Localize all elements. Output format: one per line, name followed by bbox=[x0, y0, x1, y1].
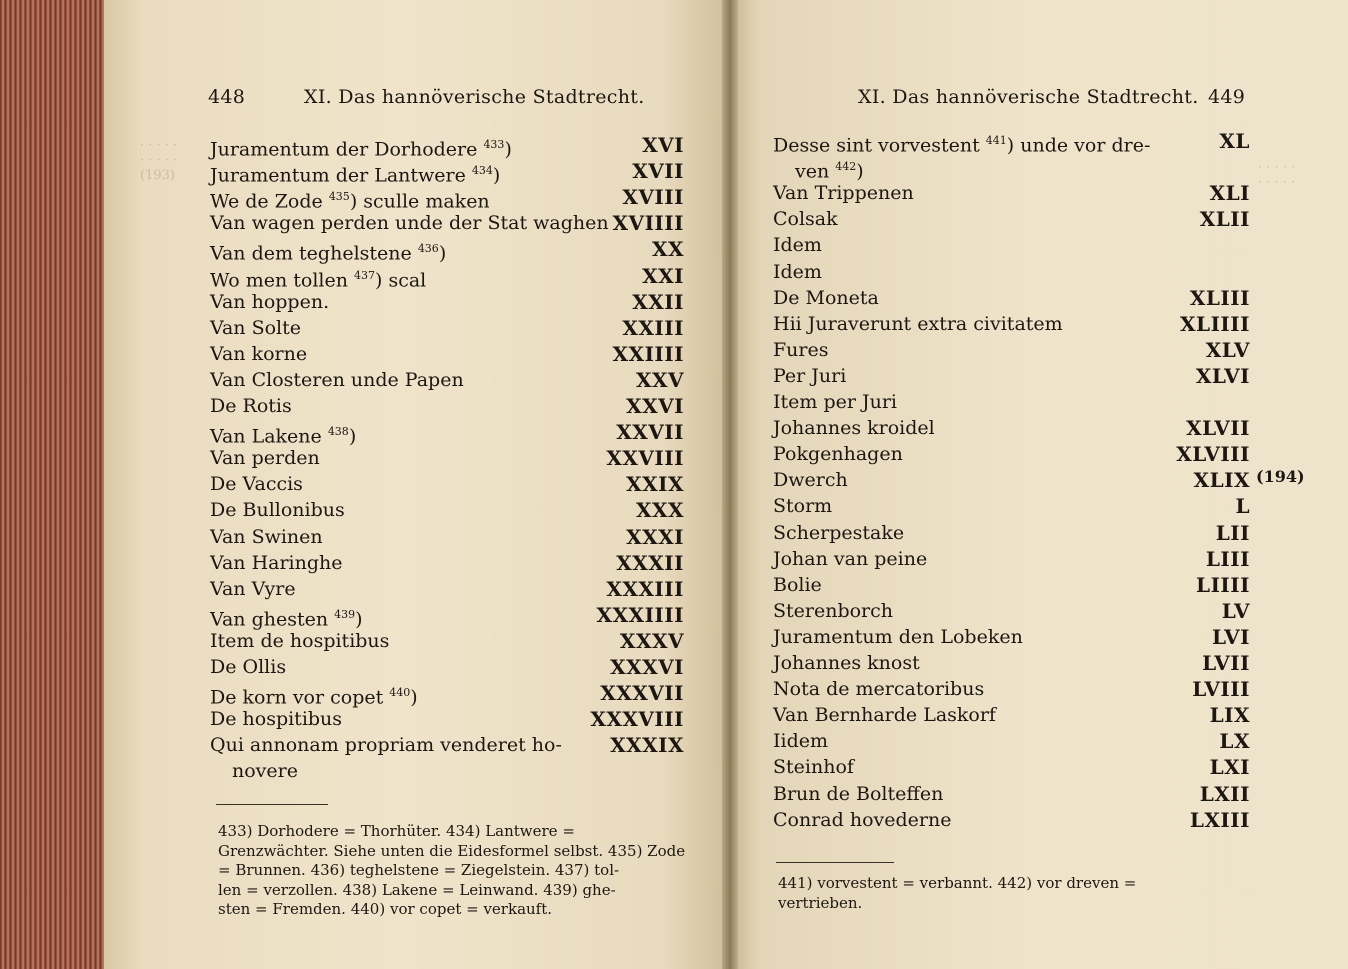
entry-title bbox=[210, 471, 303, 497]
entry-title-tail: ) scal bbox=[375, 268, 427, 291]
footnote-ref: 439 bbox=[334, 607, 356, 621]
entry-numeral: XLIX bbox=[1193, 468, 1250, 493]
entry-title-text: Van Trippenen bbox=[773, 182, 914, 205]
entry-title-text: Dwerch bbox=[773, 469, 848, 492]
entry-numeral: XLI bbox=[1209, 181, 1250, 206]
entry-numeral: XXXIII bbox=[606, 576, 684, 601]
entry-title-text: Idem bbox=[773, 234, 822, 257]
entry-title bbox=[773, 285, 879, 311]
entry-title-text: We de Zode bbox=[210, 190, 323, 213]
entry-title-text: Fures bbox=[773, 338, 829, 361]
entry-numeral: XXIX bbox=[626, 472, 684, 497]
entry-title bbox=[773, 363, 846, 389]
entry-title bbox=[232, 758, 298, 784]
entry-title bbox=[773, 624, 1023, 650]
entry-title-text: De korn vor copet bbox=[210, 686, 384, 709]
entry-title bbox=[210, 524, 323, 550]
entry-numeral: XXVIII bbox=[606, 446, 684, 471]
entry-title bbox=[210, 550, 343, 576]
entry-title bbox=[773, 781, 943, 807]
entry-numeral: XVI bbox=[642, 133, 684, 157]
entry-title-text: Brun de Bolteffen bbox=[773, 782, 944, 805]
entry-title-text: Van korne bbox=[210, 342, 308, 365]
entry-title-tail: ) sculle maken bbox=[349, 190, 490, 213]
bleed-through-text: · · · · · · · · · · (193) bbox=[140, 138, 178, 183]
entry-numeral: XXXII bbox=[616, 550, 684, 575]
entry-numeral: XVIII bbox=[622, 185, 684, 210]
entry-title-text: Juramentum der Dorhodere bbox=[210, 138, 478, 161]
entry-title bbox=[210, 732, 562, 758]
entry-title-text: Scherpestake bbox=[773, 521, 905, 544]
entry-title bbox=[773, 546, 927, 572]
footnote-line: sten = Fremden. 440) vor copet = verkauft. bbox=[218, 900, 553, 918]
entry-numeral: XXIIII bbox=[612, 341, 684, 366]
entry-title: Juramentum der Lantwere $^{434}$) bbox=[210, 164, 501, 187]
entry-title: Van dem teghelstene $^{436}$) bbox=[210, 242, 447, 265]
entry-title-text: Van hoppen. bbox=[210, 290, 330, 313]
entry-numeral: LVIII bbox=[1192, 677, 1250, 702]
entry-title-text: Van perden bbox=[210, 447, 320, 470]
entry-title-text: novere bbox=[232, 760, 298, 783]
entry-title-text: De Moneta bbox=[773, 286, 879, 309]
footnote-line: len = verzollen. 438) Lakene = Leinwand. 439) ghe- bbox=[218, 880, 616, 899]
entry-numeral: XLIIII bbox=[1179, 311, 1250, 336]
entry-title bbox=[773, 232, 822, 258]
bleed-through-text: · · · · · · · · · · bbox=[1258, 160, 1296, 190]
entry-numeral: LIX bbox=[1209, 703, 1250, 728]
entry-numeral: XXII bbox=[632, 289, 684, 314]
entry-title bbox=[773, 441, 903, 467]
entry-numeral: XXXI bbox=[626, 524, 684, 549]
entry-title-text: Sterenborch bbox=[773, 599, 894, 622]
entry-numeral: LVI bbox=[1211, 624, 1250, 649]
entry-numeral: XLVIII bbox=[1176, 442, 1250, 467]
footnote-ref: 437 bbox=[354, 268, 376, 282]
entry-title-text: ven bbox=[795, 160, 830, 183]
entry-title bbox=[773, 415, 935, 441]
entry-title-text: De Ollis bbox=[210, 656, 287, 678]
entry-title-text: Van Haringhe bbox=[210, 551, 343, 574]
book-page-edges bbox=[0, 0, 112, 969]
footnote-line: 441) vorvestent = verbannt. 442) vor dreven = bbox=[778, 874, 1137, 892]
footnote-line: = Brunnen. 436) teghelstene = Ziegelstein. 437) tol- bbox=[218, 861, 620, 879]
entry-numeral: XXX bbox=[635, 498, 684, 523]
entry-title bbox=[210, 210, 609, 236]
footnote-ref: 435 bbox=[328, 190, 350, 204]
entry-numeral: LXI bbox=[1209, 755, 1250, 780]
entry-numeral: XL bbox=[1219, 129, 1250, 153]
entry-numeral: XLIII bbox=[1189, 285, 1250, 310]
entry-numeral: XXXV bbox=[619, 628, 684, 653]
entry-title-text: Storm bbox=[773, 495, 833, 518]
entry-title: Van Lakene $^{438}$) bbox=[210, 425, 357, 448]
entry-title bbox=[773, 807, 951, 833]
footnote-rule-right bbox=[776, 862, 894, 863]
entry-title-text: Van dem teghelstene bbox=[210, 242, 412, 265]
entry-title bbox=[210, 289, 329, 315]
entry-title-tail: ) unde vor dre- bbox=[1006, 134, 1151, 157]
entry-title-text: Johannes knost bbox=[773, 652, 920, 674]
entry-title bbox=[773, 702, 996, 728]
entry-title bbox=[773, 206, 838, 232]
entry-title bbox=[210, 393, 292, 419]
entry-title-text: Van Swinen bbox=[210, 525, 323, 548]
footnote-line: Grenzwächter. Siehe unten die Eidesformel selbst. 435) Zode bbox=[218, 841, 686, 860]
entry-numeral: XXXIX bbox=[610, 733, 684, 758]
entry-title: Juramentum der Dorhodere $^{433}$) bbox=[210, 138, 512, 161]
footnote-line: vertrieben. bbox=[778, 893, 863, 912]
entry-title bbox=[210, 367, 464, 393]
entry-title bbox=[773, 650, 920, 676]
entry-title bbox=[773, 754, 854, 780]
entry-title bbox=[210, 654, 286, 680]
entry-title-text: De Vaccis bbox=[210, 473, 303, 496]
entry-numeral: XXV bbox=[635, 367, 684, 392]
entry-numeral: LVII bbox=[1202, 651, 1250, 675]
entry-numeral: LIIII bbox=[1196, 572, 1250, 597]
entry-title bbox=[773, 598, 893, 624]
footnote-ref: 441 bbox=[985, 134, 1007, 147]
entry-title-text: Iidem bbox=[773, 730, 829, 753]
footnote-ref: 433 bbox=[483, 138, 505, 151]
entry-title-text: Qui annonam propriam venderet ho- bbox=[210, 734, 562, 757]
entry-title-text: Johan van peine bbox=[773, 547, 928, 570]
entry-title-text: De Rotis bbox=[210, 395, 292, 417]
entry-title bbox=[773, 337, 829, 363]
entry-title bbox=[773, 467, 848, 493]
entry-title-text: Van Closteren unde Papen bbox=[210, 368, 464, 391]
entry-numeral: XXI bbox=[642, 263, 684, 288]
entry-title bbox=[773, 389, 897, 415]
entry-numeral: L bbox=[1235, 494, 1250, 519]
entry-title bbox=[773, 728, 828, 754]
entry-title-text: De hospitibus bbox=[210, 708, 343, 731]
page-number-left: 448 bbox=[208, 86, 246, 108]
entry-numeral: LXIII bbox=[1189, 807, 1250, 832]
entry-numeral: LV bbox=[1221, 598, 1250, 623]
entry-title-text: Nota de mercatoribus bbox=[773, 678, 985, 701]
entry-numeral: XXXVI bbox=[610, 655, 684, 679]
entry-numeral: LX bbox=[1219, 729, 1250, 754]
entry-title bbox=[210, 315, 301, 341]
footnote-ref: 434 bbox=[471, 164, 493, 178]
entry-title-text: Pokgenhagen bbox=[773, 443, 903, 466]
entry-title-text: Van Vyre bbox=[210, 577, 296, 600]
entry-title bbox=[210, 576, 296, 602]
entry-numeral: XLII bbox=[1199, 207, 1250, 232]
entry-numeral: XLVI bbox=[1195, 363, 1250, 388]
book-gutter bbox=[722, 0, 738, 969]
entry-title-text: Johannes kroidel bbox=[773, 417, 935, 440]
entry-title-text: Item per Juri bbox=[773, 391, 897, 413]
entry-numeral: XLVII bbox=[1186, 416, 1250, 441]
entry-numeral: XXXVIII bbox=[590, 707, 684, 732]
entry-numeral: LIII bbox=[1205, 546, 1250, 571]
entry-title-text: De Bullonibus bbox=[210, 499, 345, 522]
entry-title-text: Idem bbox=[773, 260, 822, 283]
entry-numeral: XVII bbox=[632, 159, 684, 184]
entry-title bbox=[773, 676, 984, 702]
entry-title bbox=[773, 259, 822, 285]
running-head-left: XI. Das hannöverische Stadtrecht. bbox=[304, 86, 645, 108]
footnote-ref: 436 bbox=[417, 242, 439, 256]
entry-numeral: XXVI bbox=[626, 394, 684, 418]
entry-title bbox=[210, 706, 342, 732]
entry-title-text: Van Bernharde Laskorf bbox=[773, 704, 996, 727]
entry-title-text: Steinhof bbox=[773, 756, 854, 779]
entry-title-text: Van wagen perden unde der Stat waghen bbox=[210, 212, 609, 235]
entry-title bbox=[773, 311, 1063, 337]
entry-title-text: Van ghesten bbox=[210, 608, 329, 631]
entry-title-text: Juramentum der Lantwere bbox=[210, 164, 466, 187]
entry-title bbox=[210, 445, 320, 471]
entry-numeral: XXIII bbox=[622, 315, 684, 340]
entry-title: Van ghesten $^{439}$) bbox=[210, 607, 363, 631]
entry-numeral: LII bbox=[1215, 520, 1250, 545]
entry-title-text: Van Solte bbox=[210, 316, 301, 339]
entry-title: ven $^{442}$) bbox=[795, 160, 864, 183]
footnote-ref: 438 bbox=[327, 425, 349, 439]
entry-title-text: Conrad hovederne bbox=[773, 808, 952, 831]
entry-numeral: XXXIIII bbox=[596, 602, 684, 627]
side-note: (194) bbox=[1256, 467, 1305, 486]
running-head-right: XI. Das hannöverische Stadtrecht. bbox=[858, 86, 1199, 108]
entry-numeral: XX bbox=[651, 237, 684, 262]
entry-title-text: Juramentum den Lobeken bbox=[773, 625, 1023, 648]
entry-title-text: Bolie bbox=[773, 573, 822, 596]
entry-title-text: Item de hospitibus bbox=[210, 629, 390, 652]
entry-title bbox=[210, 497, 345, 523]
footnote-rule-left bbox=[216, 804, 328, 805]
entry-numeral: XVIIII bbox=[612, 211, 684, 236]
entry-title-text: Colsak bbox=[773, 208, 838, 231]
entry-numeral: LXII bbox=[1199, 781, 1250, 806]
entry-title: De korn vor copet $^{440}$) bbox=[210, 686, 418, 709]
footnote-ref: 440 bbox=[389, 686, 411, 700]
entry-numeral: XLV bbox=[1205, 337, 1250, 362]
entry-title bbox=[210, 628, 389, 654]
footnote-line: 433) Dorhodere = Thorhüter. 434) Lantwere = bbox=[218, 822, 575, 840]
entry-title bbox=[773, 493, 832, 519]
footnote-ref: 442 bbox=[835, 160, 857, 174]
entry-title-text: Per Juri bbox=[773, 364, 847, 387]
page-number-right: 449 bbox=[1208, 86, 1246, 108]
entry-title-text: Desse sint vorvestent bbox=[773, 134, 980, 157]
entry-title-text: Wo men tollen bbox=[210, 268, 348, 291]
entry-numeral: XXXVII bbox=[600, 681, 684, 706]
entry-title-text: Van Lakene bbox=[210, 425, 322, 448]
entry-title bbox=[773, 572, 822, 598]
entry-title bbox=[210, 341, 307, 367]
entry-numeral: XXVII bbox=[616, 420, 684, 445]
entry-title-text: Hii Juraverunt extra civitatem bbox=[773, 312, 1063, 335]
entry-title bbox=[773, 180, 914, 206]
entry-title bbox=[773, 520, 904, 546]
